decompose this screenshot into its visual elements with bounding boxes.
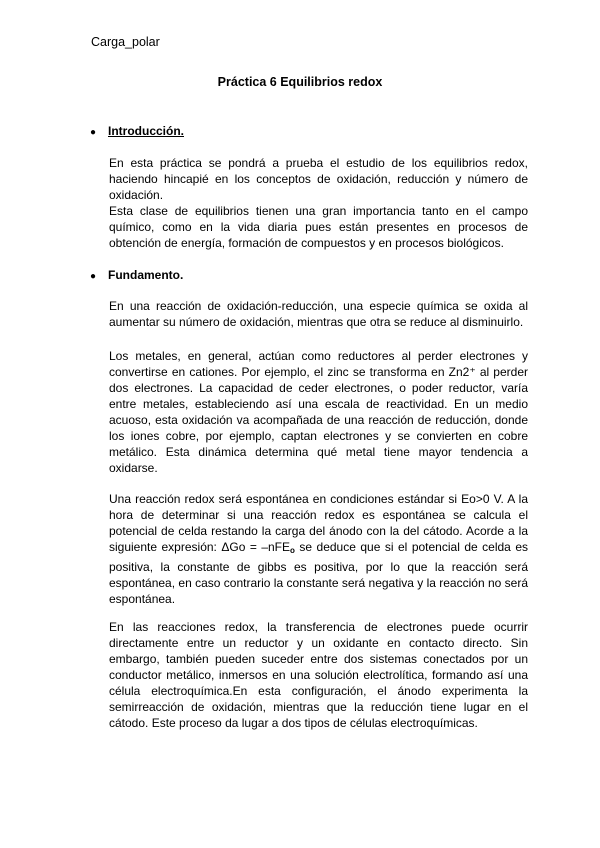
bullet-icon: ● (90, 271, 97, 282)
section-heading-fundamento (90, 268, 183, 282)
paragraph-with-formula (109, 491, 528, 607)
paragraph-text-after: se deduce que si el potencial de celda es positiva, la constante de gibbs es positiva, por lo que la reacción será espontánea, en caso contrario la constante será negativa y la reacción no será espontánea. (109, 540, 528, 606)
paragraph: En esta práctica se pondrá a prueba el estudio de los equilibrios redox, haciendo hincapié en los conceptos de oxidación, reducción y número de oxidación. (109, 156, 528, 202)
bullet-icon: ● (90, 127, 97, 138)
section-heading-label: Introducción. (108, 124, 184, 138)
section-heading-label: Fundamento. (108, 268, 184, 282)
paragraph: Esta clase de equilibrios tienen una gran importancia tanto en el campo químico, como en la vida diaria pues están presentes en procesos de obtención de energía, formación de compuestos y en procesos biológicos. (109, 204, 528, 250)
paragraph: En las reacciones redox, la transferencia de electrones puede ocurrir directamente entre un reductor y un oxidante en contacto directo. Sin embargo, también pueden suceder entre dos sistemas conectados por un conductor metálico, inmersos en una solución electrolítica, formando así una célula electroquímica.En esta configuración, el ánodo experimenta la semirreacción de oxidación, mientras que la reducción tiene lugar en el cátodo. Este proceso da lugar a dos tipos de células electroquímicas. (109, 620, 528, 730)
paragraph: Los metales, en general, actúan como reductores al perder electrones y convertirse en cationes. Por ejemplo, el zinc se transforma en Zn2⁺ al perder dos electrones. La capacidad de ceder electrones, o poder reductor, varía entre metales, estableciendo así una escala de reactividad. En un medio acuoso, esta oxidación va acompañada de una reacción de reducción, donde los iones cobre, por ejemplo, captan electrones y se convierten en cobre metálico. Esta dinámica determina qué metal tiene mayor tendencia a oxidarse. (109, 349, 528, 475)
document-title: Práctica 6 Equilibrios redox (217, 75, 383, 89)
paragraph: En una reacción de oxidación-reducción, una especie química se oxida al aumentar su número de oxidación, mientras que otra se reduce al disminuirlo. (109, 299, 528, 329)
header-label: Carga_polar (91, 35, 160, 49)
paragraph-text-before: Una reacción redox será espontánea en condiciones estándar si Eo>0 V. A la hora de determinar si una reacción redox es espontánea se calcula el potencial de celda restando la carga del ánodo con la del cátodo. Acorde a la siguiente expresión: ΔGo = –nFE (109, 492, 528, 554)
formula-subscript: o (290, 546, 295, 555)
section-heading-introduccion (90, 124, 184, 138)
